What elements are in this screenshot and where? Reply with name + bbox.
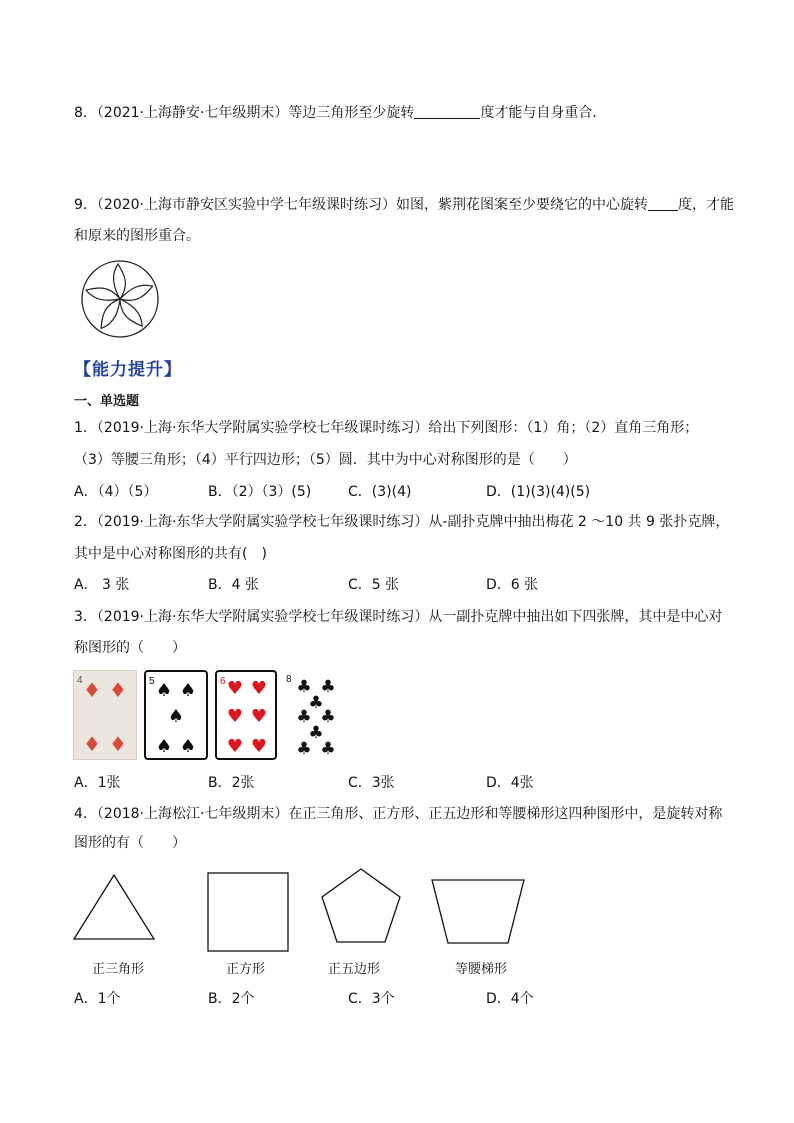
club-icon: ♣ [308,723,324,743]
q2-option-d[interactable]: D．6 张 [486,577,539,593]
heart-icon: ♥ [250,706,268,727]
equilateral-triangle-shape [70,870,160,944]
label-regular-pentagon: 正五边形 [328,962,381,977]
question-2-line-2: 其中是中心对称图形的共有( ) [74,546,267,562]
card-six-of-hearts [215,670,277,760]
card-eight-rank: 8 [286,674,292,685]
question-4-line-1: 4．（2018·上海松江·七年级期末）在正三角形、正方形、正五边形和等腰梯形这四种图形中，是旋转对称 [74,806,723,822]
question-3-line-2: 称图形的（ ） [74,640,186,656]
section-title: 【能力提升】 [74,360,182,380]
spade-icon: ♠ [155,736,173,757]
club-icon: ♣ [320,739,336,759]
q3-option-a[interactable]: A．1张 [74,775,121,791]
q4-option-b[interactable]: B．2个 [208,991,255,1007]
q8-suffix: 度才能与自身重合． [480,105,607,121]
club-icon: ♣ [320,707,336,727]
q1-option-c[interactable]: C．(3)(4) [348,484,412,500]
club-icon: ♣ [296,677,312,697]
card-five-of-spades [144,670,208,760]
q4-option-c[interactable]: C．3个 [348,991,395,1007]
question-2-line-1: 2．（2019·上海·东华大学附属实验学校七年级课时练习）从-副扑克牌中抽出梅花 2 ～10 共 9 张扑克牌， [74,514,730,530]
diamond-icon: ♦ [83,678,101,702]
spade-icon: ♠ [179,680,197,701]
club-icon: ♣ [308,693,324,713]
question-4-line-2: 图形的有（ ） [74,835,186,851]
heart-icon: ♥ [226,706,244,727]
card-six-art [217,672,275,758]
heart-icon: ♥ [226,736,244,757]
subsection-title: 一、单选题 [74,394,140,409]
q2-option-a[interactable]: A． 3 张 [74,577,130,593]
club-icon: ♣ [296,707,312,727]
card-four-art [74,671,136,759]
club-icon: ♣ [296,739,312,759]
label-equilateral-triangle: 正三角形 [92,962,145,977]
diamond-icon: ♦ [109,678,127,702]
spade-icon: ♠ [179,736,197,757]
club-icon: ♣ [320,677,336,697]
spade-icon: ♠ [167,706,185,727]
q3-option-d[interactable]: D．4张 [486,775,534,791]
question-8 [74,104,606,122]
question-1-line-2: （3）等腰三角形；（4）平行四边形；（5）圆．其中为中心对称图形的是（ ） [74,452,577,468]
q1-option-b[interactable]: B．（2）（3）(5) [208,484,312,500]
square-shape [205,870,291,954]
question-1-line-1: 1．（2019·上海·东华大学附属实验学校七年级课时练习）给出下列图形：（1）角；（2）直角三角形； [74,420,699,436]
diamond-icon: ♦ [83,732,101,756]
q9-prefix: 9．（2020·上海市静安区实验中学七年级课时练习）如图，紫荆花图案至少要绕它的中心旋转 [74,197,648,213]
bauhinia-figure [80,258,160,340]
card-eight-art [284,670,348,760]
question-3-line-1: 3．（2019·上海·东华大学附属实验学校七年级课时练习）从一副扑克牌中抽出如下四张牌，其中是中心对 [74,609,723,625]
q2-option-c[interactable]: C．5 张 [348,577,400,593]
q1-option-d[interactable]: D．(1)(3)(4)(5) [486,484,591,500]
diamond-icon: ♦ [109,732,127,756]
card-six-rank: 6 [220,676,226,687]
heart-icon: ♥ [226,678,244,699]
regular-pentagon-shape [318,866,404,946]
card-five-rank: 5 [149,676,155,687]
card-four-of-diamonds [73,670,137,760]
q1-option-a[interactable]: A．（4）（5） [74,484,158,500]
q4-option-a[interactable]: A．1个 [74,991,121,1007]
q9-answer-blank[interactable] [648,196,678,211]
question-9-line-2: 和原来的图形重合。 [74,228,200,244]
isosceles-trapezoid-shape [428,876,528,946]
q2-option-b[interactable]: B．4 张 [208,577,259,593]
card-eight-of-clubs [284,670,348,760]
q8-answer-blank[interactable] [414,104,480,119]
spade-icon: ♠ [155,680,173,701]
label-isosceles-trapezoid: 等腰梯形 [455,962,508,977]
question-9-line-1 [74,196,734,214]
q3-option-b[interactable]: B．2张 [208,775,255,791]
q3-option-c[interactable]: C．3张 [348,775,395,791]
heart-icon: ♥ [250,678,268,699]
q8-prefix: 8．（2021·上海静安·七年级期末）等边三角形至少旋转 [74,105,415,121]
card-five-art [146,672,206,758]
card-four-rank: 4 [77,675,83,686]
q4-option-d[interactable]: D．4个 [486,991,534,1007]
q9-suffix: 度，才能 [677,197,734,213]
label-square: 正方形 [226,962,266,977]
heart-icon: ♥ [250,736,268,757]
